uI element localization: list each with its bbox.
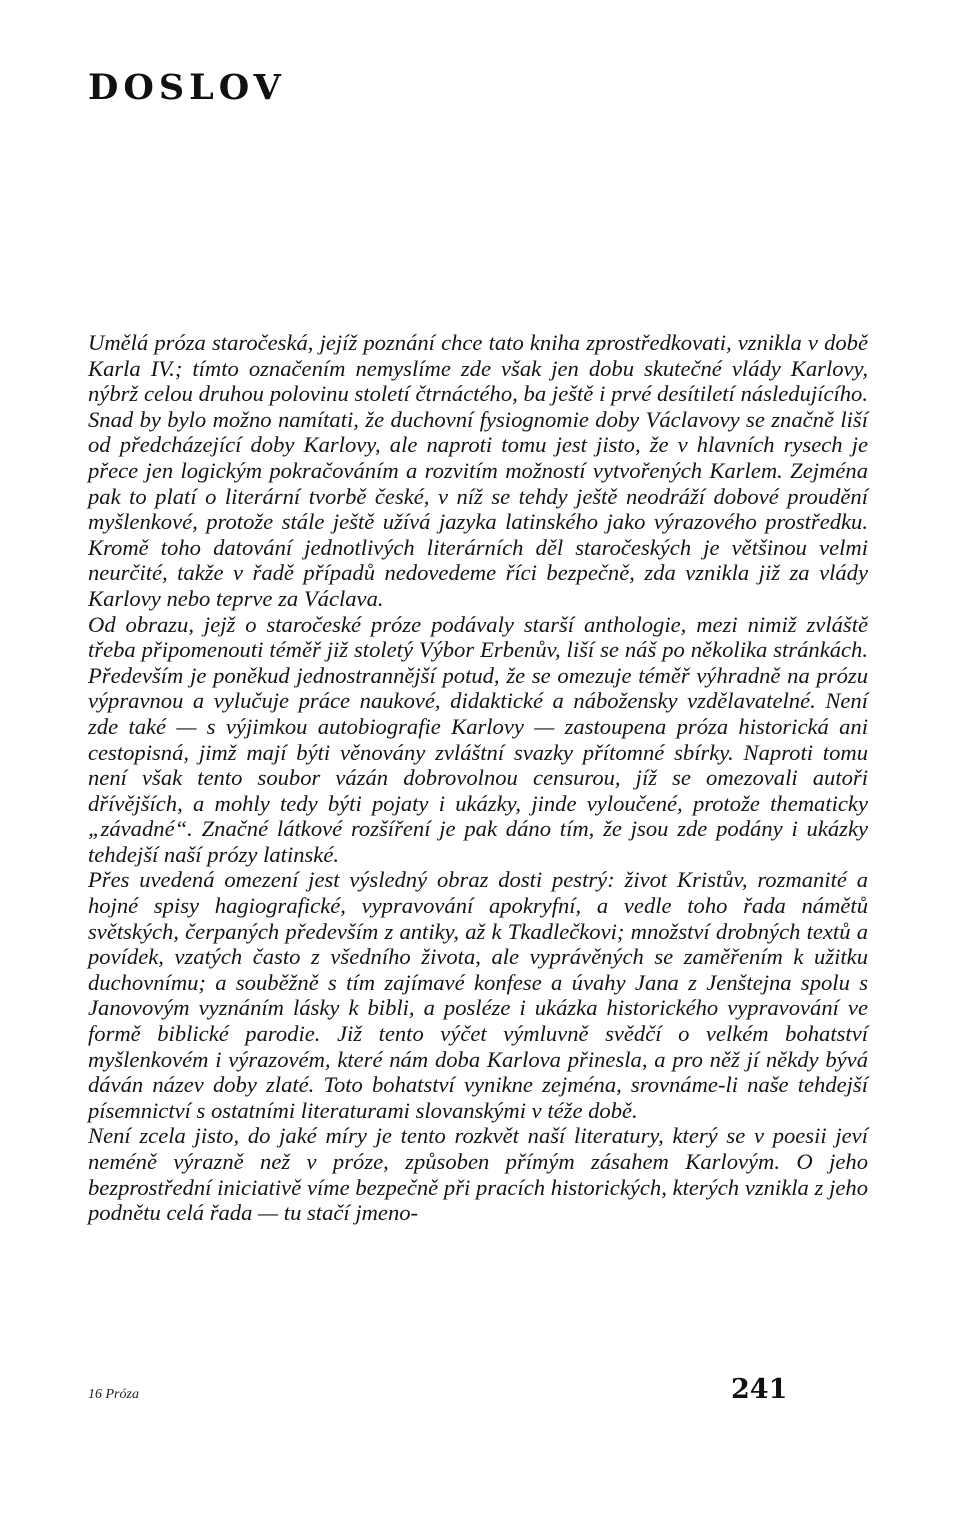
page-number: 241: [731, 1374, 788, 1405]
paragraph-1: Umělá próza staročeská, jejíž poznání chce tato kniha zprostředkovati, vznikla v době Karla IV.; tímto označením nemyslíme zde však jen dobu skutečné vlády Karlovy, nýbrž celou druhou polovinu století čtrnáctého, ba ještě i prvé desítiletí následujícího. Snad by bylo možno namítati, že duchovní fysiognomie doby Václavovy se značně liší od předcházející doby Karlovy, ale naproti tomu jest jisto, že v hlavních rysech je přece jen logickým pokračováním a rozvitím možností vytvořených Karlem. Zejména pak to platí o literární tvorbě české, v níž se tehdy ještě neodráží dobové proudění myšlenkové, protože stále ještě užívá jazyka latinského jako výrazového prostředku. Kromě toho datování jednotlivých literárních děl staročeských je většinou velmi neurčité, takže v řadě případů nedovedeme říci bezpečně, zda vznikla již za vlády Karlovy nebo teprve za Václava.: [88, 330, 868, 611]
paragraph-4: Není zcela jisto, do jaké míry je tento rozkvět naší literatury, který se v poesii jeví neméně výrazně než v próze, způsoben přímým zásahem Karlovým. O jeho bezprostřední iniciativě víme bezpečně při pracích historických, kterých vznikla z jeho podnětu celá řada — tu stačí jmeno-: [88, 1123, 868, 1226]
chapter-heading: DOSLOV: [88, 67, 286, 108]
paragraph-2: Od obrazu, jejž o staročeské próze podávaly starší anthologie, mezi nimiž zvláště třeba připomenouti téměř již stoletý Výbor Erbenův, liší se náš po několika stránkách. Především je poněkud jednostrannější potud, že se omezuje téměř výhradně na prózu výpravnou a vylučuje práce naukové, didaktické a nábožensky vzdělavatelné. Není zde také — s výjimkou autobiografie Karlovy — zastoupena próza historická ani cestopisná, jimž mají býti věnovány zvláštní svazky přítomné sbírky. Naproti tomu není však tento soubor vázán dobrovolnou censurou, jíž se omezovali autoři dřívějších, a mohly tedy býti pojaty i ukázky, jinde vyloučené, protože thematicky „závadné“. Značné látkové rozšíření je pak dáno tím, že jsou zde podány i ukázky tehdejší naší prózy latinské.: [88, 611, 868, 867]
printer-signature: 16 Próza: [88, 1387, 139, 1402]
paragraph-3: Přes uvedená omezení jest výsledný obraz dosti pestrý: život Kristův, rozmanité a hojné spisy hagiografické, vypravování apokryfní, a vedle toho řada námětů světských, čerpaných především z antiky, až k Tkadlečkovi; množství drobných textů a povídek, vzatých často z všedního života, ale vyprávěných se zaměřením k užitku duchovnímu; a souběžně s tím zajímavé konfese a úvahy Jana z Jenštejna spolu s Janovovým vyznáním lásky k bibli, a posléze i ukázka historického vypravování ve formě biblické parodie. Již tento výčet výmluvně svědčí o velkém bohatství myšlenkovém i výrazovém, které nám doba Karlova přinesla, a pro něž jí někdy bývá dáván název doby zlaté. Toto bohatství vynikne zejména, srovnáme-li naše tehdejší písemnictví s ostatními literaturami slovanskými v téže době.: [88, 867, 868, 1123]
body-text: [88, 330, 868, 1226]
